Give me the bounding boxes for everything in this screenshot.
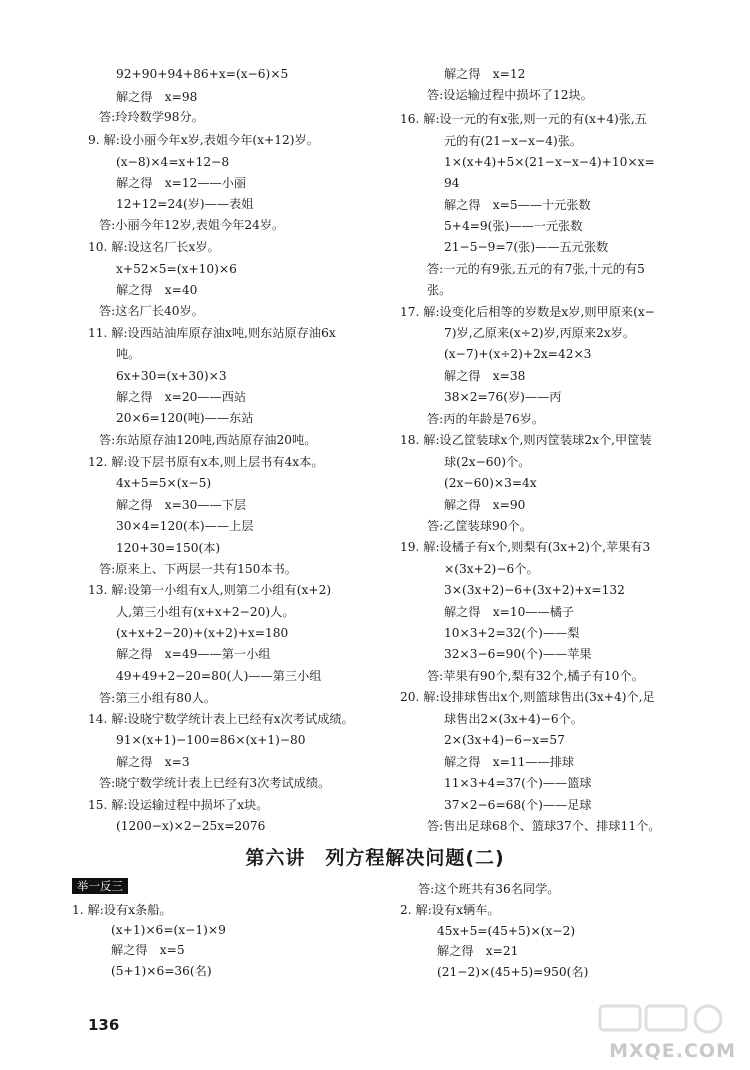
text-line: (2x−60)×3=4x	[444, 476, 537, 490]
text-line: 16. 解:设一元的有x张,则一元的有(x+4)张,五	[400, 112, 647, 126]
text-line: 解之得 x=40	[116, 283, 198, 297]
text-line: (x+x+2−20)+(x+2)+x=180	[116, 626, 289, 640]
text-line: 12+12=24(岁)——表姐	[116, 197, 254, 211]
text-line: 7)岁,乙原来(x÷2)岁,丙原来2x岁。	[444, 326, 636, 340]
text-line: 5+4=9(张)——一元张数	[444, 219, 583, 233]
text-line: 2. 解:设有x辆车。	[400, 903, 500, 917]
text-line: 答:小丽今年12岁,表姐今年24岁。	[99, 218, 285, 232]
section-badge: 举一反三	[72, 878, 128, 894]
text-line: 解之得 x=5——十元张数	[444, 198, 591, 212]
text-line: (x−8)×4=x+12−8	[116, 155, 230, 169]
watermark-text: MXQE.COM	[609, 1040, 736, 1062]
text-line: 32×3−6=90(个)——苹果	[444, 647, 592, 661]
text-line: 30×4=120(本)——上层	[116, 519, 254, 533]
text-line: 解之得 x=12	[444, 67, 526, 81]
page-number: 136	[88, 1016, 120, 1034]
text-line: 解之得 x=38	[444, 369, 526, 383]
text-line: 吨。	[116, 347, 141, 361]
text-line: (1200−x)×2−25x=2076	[116, 819, 266, 833]
text-line: 张。	[427, 283, 452, 297]
text-line: 38×2=76(岁)——丙	[444, 390, 562, 404]
text-line: 1. 解:设有x条船。	[72, 903, 172, 917]
text-line: (5+1)×6=36(名)	[111, 964, 212, 978]
text-line: 解之得 x=20——西站	[116, 390, 247, 404]
text-line: 18. 解:设乙筐装球x个,则丙筐装球2x个,甲筐装	[400, 433, 652, 447]
text-line: 答:晓宁数学统计表上已经有3次考试成绩。	[99, 776, 331, 790]
text-line: 解之得 x=49——第一小组	[116, 647, 271, 661]
text-line: 2×(3x+4)−6−x=57	[444, 733, 565, 747]
text-line: 解之得 x=5	[111, 943, 185, 957]
text-line: 答:乙筐装球90个。	[427, 519, 532, 533]
text-line: 解之得 x=3	[116, 755, 190, 769]
text-line: 120+30=150(本)	[116, 541, 221, 555]
text-line: (21−2)×(45+5)=950(名)	[437, 965, 589, 979]
text-line: 答:一元的有9张,五元的有7张,十元的有5	[427, 262, 645, 276]
text-line: 20×6=120(吨)——东站	[116, 411, 254, 425]
text-line: 3×(3x+2)−6+(3x+2)+x=132	[444, 583, 625, 597]
text-line: 4x+5=5×(x−5)	[116, 476, 212, 490]
text-line: 6x+30=(x+30)×3	[116, 369, 227, 383]
text-line: 13. 解:设第一小组有x人,则第二小组有(x+2)	[88, 583, 332, 597]
text-line: 10×3+2=32(个)——梨	[444, 626, 580, 640]
text-line: 17. 解:设变化后相等的岁数是x岁,则甲原来(x−	[400, 305, 655, 319]
text-line: 9. 解:设小丽今年x岁,表姐今年(x+12)岁。	[88, 133, 319, 147]
text-line: 1×(x+4)+5×(21−x−x−4)+10×x=	[444, 155, 655, 169]
text-line: 解之得 x=90	[444, 498, 526, 512]
text-line: 解之得 x=12——小丽	[116, 176, 247, 190]
text-line: 元的有(21−x−x−4)张。	[444, 134, 583, 148]
text-line: 答:第三小组有80人。	[99, 691, 217, 705]
text-line: 15. 解:设运输过程中损坏了x块。	[88, 798, 269, 812]
text-line: 解之得 x=98	[116, 90, 198, 104]
text-line: (x+1)×6=(x−1)×9	[111, 923, 226, 937]
text-line: 答:设运输过程中损坏了12块。	[427, 88, 593, 102]
text-line: 解之得 x=11——排球	[444, 755, 575, 769]
text-line: 人,第三小组有(x+x+2−20)人。	[116, 605, 295, 619]
text-line: 答:原来上、下两层一共有150本书。	[99, 562, 297, 576]
text-line: 14. 解:设晓宁数学统计表上已经有x次考试成绩。	[88, 712, 354, 726]
section-title: 第六讲 列方程解决问题(二)	[245, 847, 505, 869]
text-line: 解之得 x=10——橘子	[444, 605, 575, 619]
text-line: 答:丙的年龄是76岁。	[427, 412, 545, 426]
text-line: 答:这个班共有36名同学。	[418, 882, 560, 896]
text-line: 球售出2×(3x+4)−6个。	[444, 712, 583, 726]
text-line: 12. 解:设下层书原有x本,则上层书有4x本。	[88, 455, 324, 469]
text-line: 解之得 x=21	[437, 944, 519, 958]
text-line: 45x+5=(45+5)×(x−2)	[437, 924, 576, 938]
text-line: 21−5−9=7(张)——五元张数	[444, 240, 609, 254]
text-line: 答:这名厂长40岁。	[99, 304, 204, 318]
text-line: ×(3x+2)−6个。	[444, 562, 539, 576]
text-line: 球(2x−60)个。	[444, 455, 531, 469]
text-line: 94	[444, 176, 460, 190]
text-line: 答:玲玲数学98分。	[99, 110, 204, 124]
text-line: 20. 解:设排球售出x个,则篮球售出(3x+4)个,足	[400, 690, 655, 704]
text-line: 答:苹果有90个,梨有32个,橘子有10个。	[427, 669, 644, 683]
text-line: 10. 解:设这名厂长x岁。	[88, 240, 220, 254]
text-line: x+52×5=(x+10)×6	[116, 262, 237, 276]
text-line: 11×3+4=37(个)——篮球	[444, 776, 592, 790]
text-line: 49+49+2−20=80(人)——第三小组	[116, 669, 322, 683]
text-line: 解之得 x=30——下层	[116, 498, 247, 512]
text-line: 19. 解:设橘子有x个,则梨有(3x+2)个,苹果有3	[400, 540, 651, 554]
text-line: 答:东站原存油120吨,西站原存油20吨。	[99, 433, 317, 447]
text-line: 11. 解:设西站油库原存油x吨,则东站原存油6x	[88, 326, 336, 340]
text-line: 92+90+94+86+x=(x−6)×5	[116, 67, 289, 81]
text-line: 答:售出足球68个、篮球37个、排球11个。	[427, 819, 661, 833]
text-line: (x−7)+(x÷2)+2x=42×3	[444, 347, 592, 361]
text-line: 91×(x+1)−100=86×(x+1)−80	[116, 733, 306, 747]
text-line: 37×2−6=68(个)——足球	[444, 798, 592, 812]
